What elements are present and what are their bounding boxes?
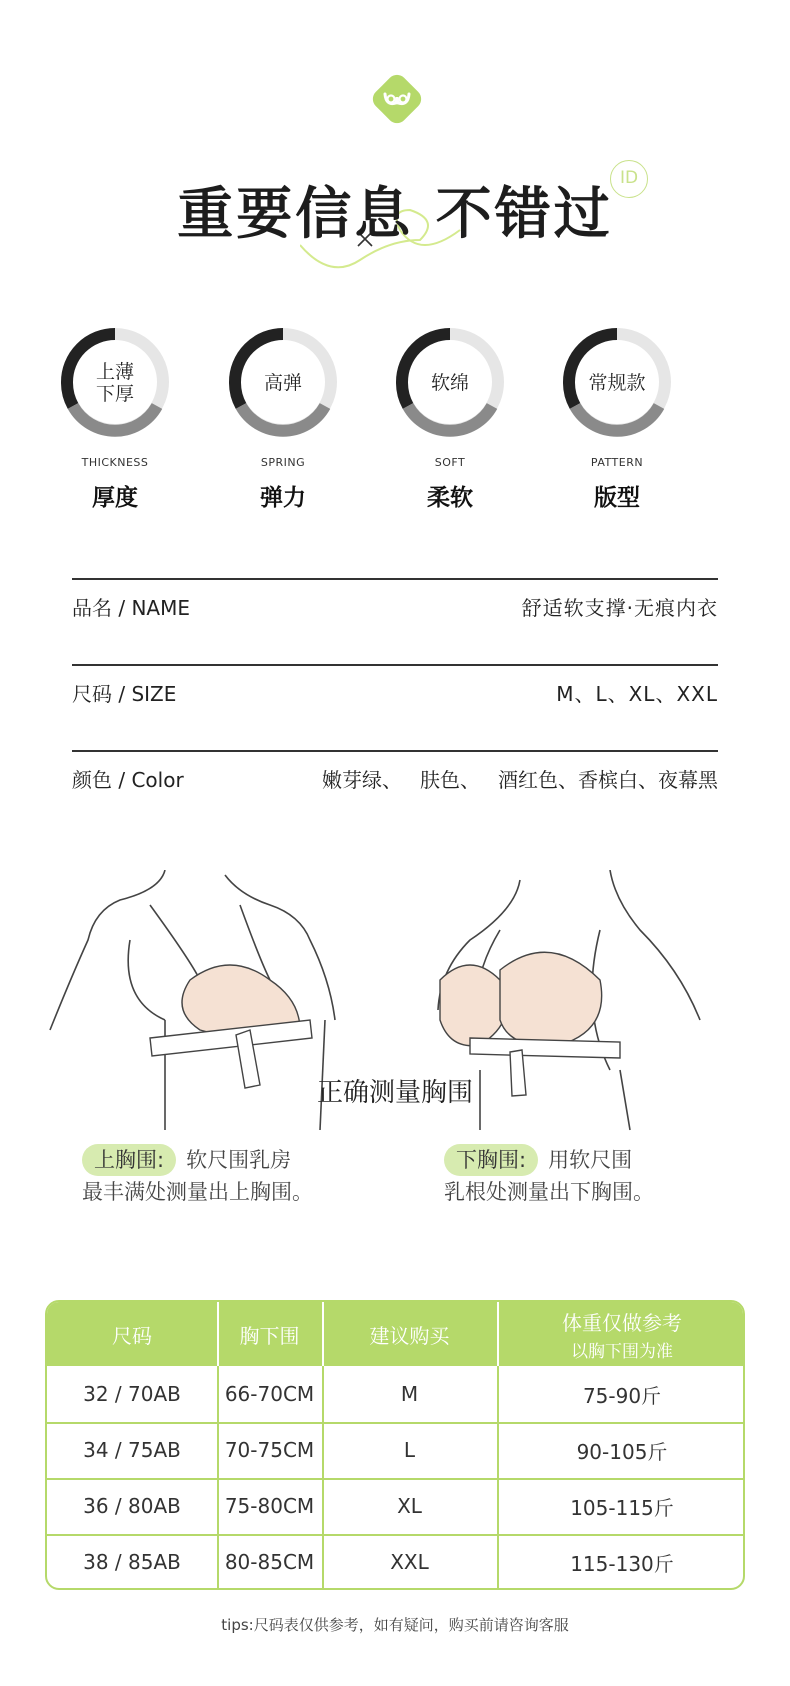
lower-bust-note: 下胸围: 用软尺围 乳根处测量出下胸围。 [444,1144,654,1208]
info-row-color [72,758,718,798]
info-row-size [72,672,718,712]
size-table: 尺码 胸下围 建议购买 体重仅做参考 以胸下围为准 32 / 70AB 66-70CM M 75-90斤 34 / 75AB 70-75CM L 90-105斤 36 / 80AB 75-80CM XL 105-115斤 38 / 85AB 80-85CM XXL 115-130斤 [45,1300,745,1590]
brand-logo [368,70,426,128]
name-label: 品名 / NAME [72,595,190,620]
lower-bust-pill: 下胸围: [444,1144,538,1176]
feature-thickness: 上薄 下厚 THICKNESS 厚度 [55,322,175,512]
page-title: 重要信息 不错过 [177,182,613,247]
header-size: 尺码 [112,1323,152,1348]
divider [72,578,718,580]
size-value: M、L、XL、XXL [556,681,718,706]
upper-bust-note: 上胸围: 软尺围乳房 最丰满处测量出上胸围。 [82,1144,313,1208]
color-values: 嫩芽绿、 肤色、 酒红色、香槟白、夜幕黑 [322,767,718,792]
info-row-name [72,586,718,626]
header-underbust: 胸下围 [239,1323,300,1348]
table-header [47,1302,745,1366]
name-value: 舒适软支撑·无痕内衣 [521,595,718,620]
divider [72,750,718,752]
id-badge: ID [610,160,648,198]
upper-bust-pill: 上胸围: [82,1144,176,1176]
divider [72,664,718,666]
feature-soft: 软绵 SOFT 柔软 [390,322,510,512]
tips-text: tips:尺码表仅供参考，如有疑问，购买前请咨询客服 [221,1616,569,1634]
header-weight: 体重仅做参考 以胸下围为准 [562,1310,682,1362]
title-section [0,150,790,280]
feature-spring: 高弹 SPRING 弹力 [223,322,343,512]
feature-pattern: 常规款 PATTERN 版型 [557,322,677,512]
size-label: 尺码 / SIZE [72,681,177,706]
header-recommend: 建议购买 [369,1323,450,1348]
color-label: 颜色 / Color [72,767,184,792]
measure-caption: 正确测量胸围 [316,1078,473,1108]
bra-icon [368,70,426,128]
